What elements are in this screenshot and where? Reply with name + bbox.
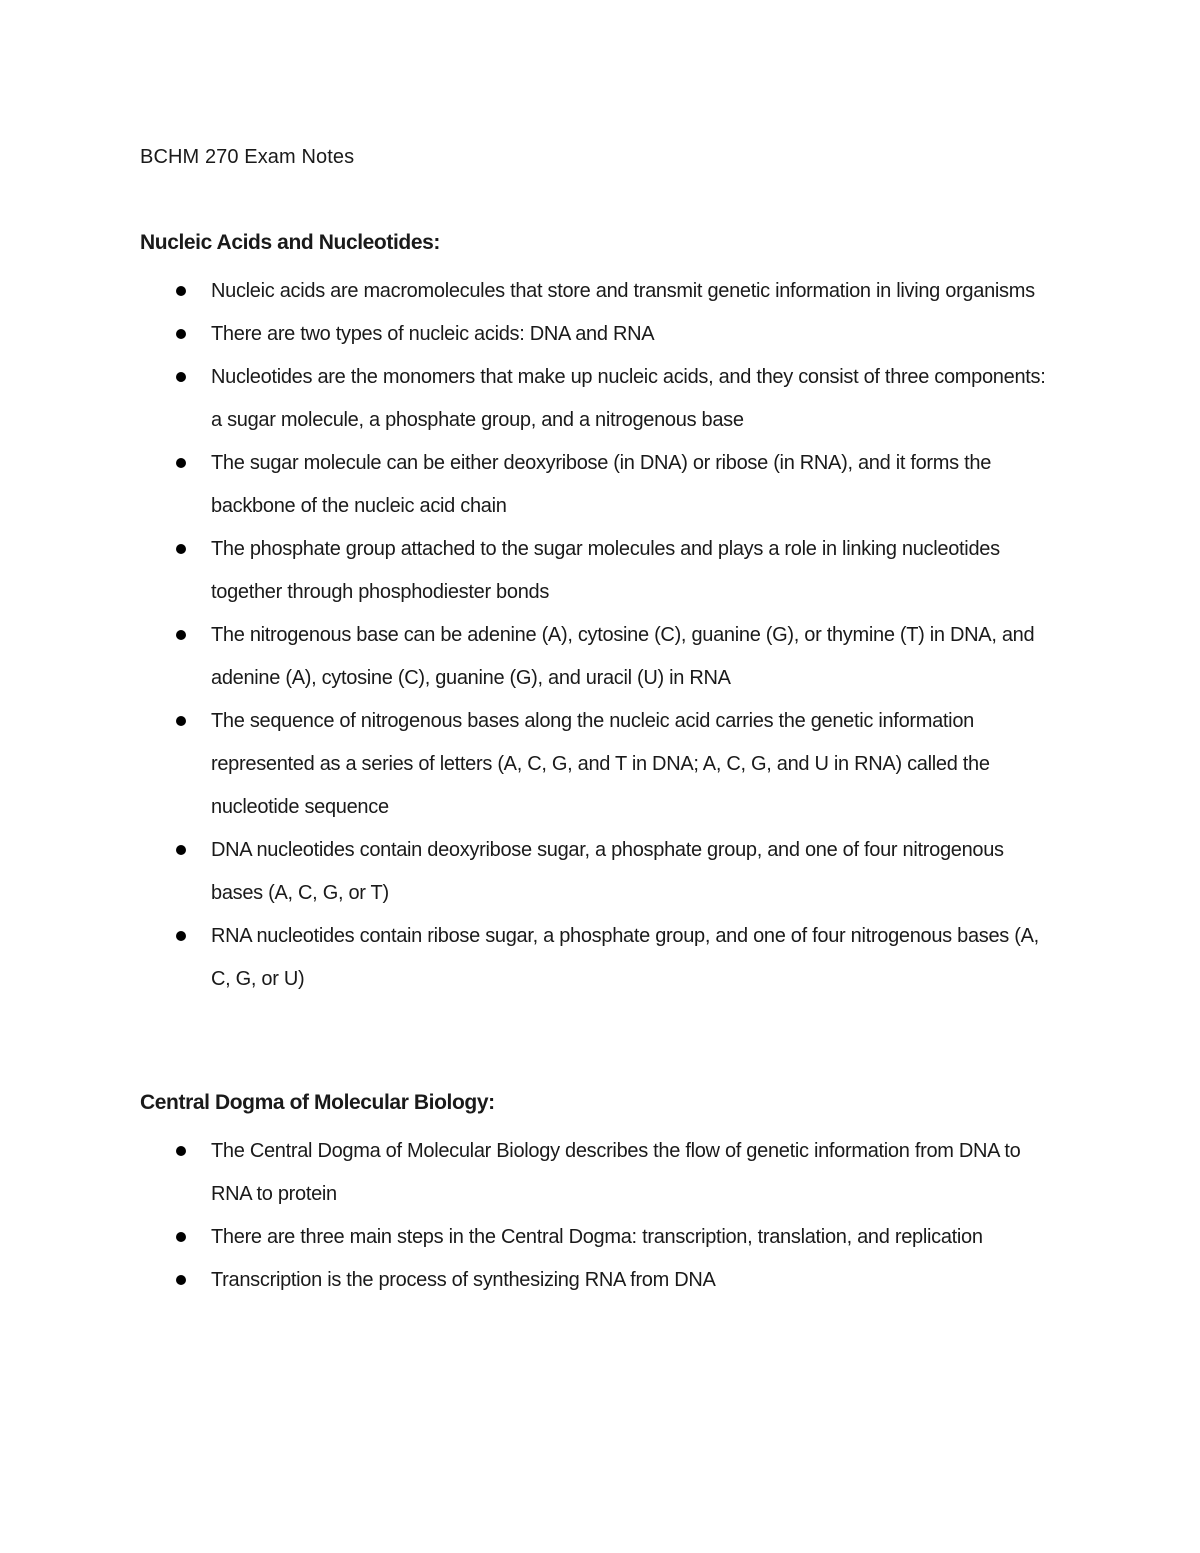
list-item-text: The nitrogenous base can be adenine (A), cytosine (C), guanine (G), or thymine (T) in DNA, and adenine (A), cytosine (C), guanine (G), and uracil (U) in RNA [211, 624, 1035, 689]
bullet-icon [176, 372, 186, 382]
list-item-text: The sugar molecule can be either deoxyribose (in DNA) or ribose (in RNA), and it forms the backbone of the nucleic acid chain [211, 452, 992, 517]
bullet-icon [176, 1146, 186, 1156]
section-heading-nucleic-acids: Nucleic Acids and Nucleotides: [140, 231, 440, 254]
list-item [140, 1130, 1060, 1216]
list-item-text: Nucleotides are the monomers that make up nucleic acids, and they consist of three components: a sugar molecule, a phosphate group, and a nitrogenous base [211, 366, 1046, 431]
list-item-text: Transcription is the process of synthesizing RNA from DNA [211, 1269, 716, 1291]
list-item [140, 442, 1060, 528]
bullet-list-nucleic-acids [140, 270, 1060, 1001]
list-item-text: DNA nucleotides contain deoxyribose sugar, a phosphate group, and one of four nitrogenous bases (A, C, G, or T) [211, 839, 1004, 904]
bullet-icon [176, 630, 186, 640]
list-item-text: Nucleic acids are macromolecules that store and transmit genetic information in living organisms [211, 280, 1035, 302]
list-item-text: The phosphate group attached to the sugar molecules and plays a role in linking nucleotides together through phosphodiester bonds [211, 538, 1000, 603]
list-item-text: The Central Dogma of Molecular Biology describes the flow of genetic information from DNA to RNA to protein [211, 1140, 1021, 1205]
document-title: BCHM 270 Exam Notes [140, 146, 355, 168]
list-item [140, 1259, 1060, 1302]
list-item-text: There are two types of nucleic acids: DNA and RNA [211, 323, 655, 345]
bullet-icon [176, 544, 186, 554]
list-item [140, 700, 1060, 829]
list-item [140, 313, 1060, 356]
list-item [140, 528, 1060, 614]
list-item [140, 829, 1060, 915]
list-item [140, 356, 1060, 442]
section-heading-central-dogma: Central Dogma of Molecular Biology: [140, 1091, 495, 1114]
bullet-icon [176, 1275, 186, 1285]
bullet-icon [176, 458, 186, 468]
bullet-icon [176, 329, 186, 339]
bullet-icon [176, 845, 186, 855]
list-item [140, 1216, 1060, 1259]
bullet-icon [176, 716, 186, 726]
list-item-text: RNA nucleotides contain ribose sugar, a phosphate group, and one of four nitrogenous bases (A, C, G, or U) [211, 925, 1039, 990]
bullet-icon [176, 286, 186, 296]
list-item-text: The sequence of nitrogenous bases along the nucleic acid carries the genetic information represented as a series of letters (A, C, G, and T in DNA; A, C, G, and U in RNA) called the nucleotide sequence [211, 710, 990, 818]
bullet-list-central-dogma [140, 1130, 1060, 1302]
bullet-icon [176, 1232, 186, 1242]
list-item [140, 915, 1060, 1001]
list-item [140, 614, 1060, 700]
list-item-text: There are three main steps in the Central Dogma: transcription, translation, and replication [211, 1226, 983, 1248]
bullet-icon [176, 931, 186, 941]
list-item [140, 270, 1060, 313]
